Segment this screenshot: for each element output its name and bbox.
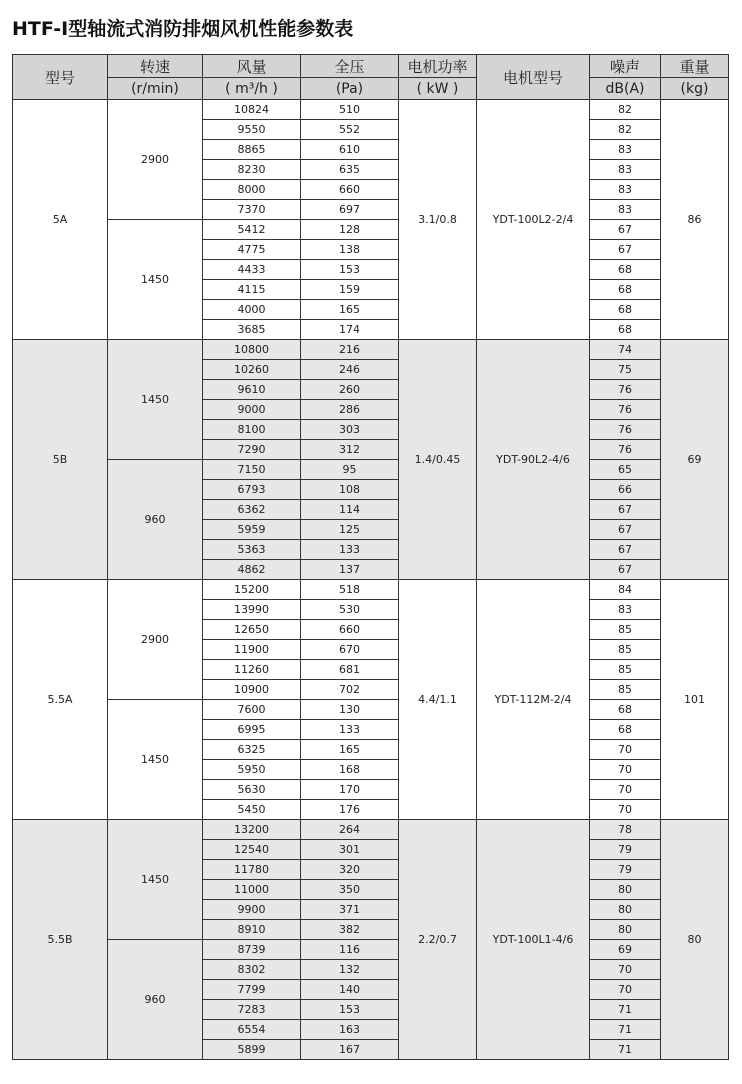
table-row	[13, 100, 729, 120]
noise-cell: 85	[590, 680, 661, 700]
model-block	[13, 340, 729, 580]
airflow-cell: 8000	[203, 180, 301, 200]
noise-cell: 80	[590, 920, 661, 940]
noise-cell: 71	[590, 1000, 661, 1020]
noise-cell: 70	[590, 800, 661, 820]
noise-cell: 83	[590, 140, 661, 160]
pressure-cell: 170	[301, 780, 399, 800]
airflow-cell: 6554	[203, 1020, 301, 1040]
speed-cell: 960	[108, 460, 203, 580]
weight-cell: 69	[661, 340, 729, 580]
noise-cell: 67	[590, 220, 661, 240]
pressure-cell: 510	[301, 100, 399, 120]
pressure-cell: 165	[301, 740, 399, 760]
airflow-cell: 15200	[203, 580, 301, 600]
pressure-cell: 530	[301, 600, 399, 620]
motor-cell: YDT-100L2-2/4	[477, 100, 590, 340]
noise-cell: 71	[590, 1020, 661, 1040]
pressure-cell: 153	[301, 260, 399, 280]
airflow-cell: 7799	[203, 980, 301, 1000]
pressure-cell: 174	[301, 320, 399, 340]
pressure-cell: 133	[301, 720, 399, 740]
noise-cell: 85	[590, 620, 661, 640]
airflow-cell: 7150	[203, 460, 301, 480]
header-pressure-unit: (Pa)	[301, 78, 399, 100]
pressure-cell: 176	[301, 800, 399, 820]
pressure-cell: 264	[301, 820, 399, 840]
noise-cell: 68	[590, 320, 661, 340]
performance-table	[12, 54, 729, 1060]
pressure-cell: 153	[301, 1000, 399, 1020]
airflow-cell: 6793	[203, 480, 301, 500]
pressure-cell: 128	[301, 220, 399, 240]
pressure-cell: 660	[301, 180, 399, 200]
pressure-cell: 518	[301, 580, 399, 600]
airflow-cell: 8100	[203, 420, 301, 440]
pressure-cell: 320	[301, 860, 399, 880]
speed-cell: 2900	[108, 580, 203, 700]
airflow-cell: 6362	[203, 500, 301, 520]
model-cell: 5A	[13, 100, 108, 340]
header-airflow: 风量	[203, 55, 301, 78]
motor-cell: YDT-90L2-4/6	[477, 340, 590, 580]
table-row	[13, 940, 729, 960]
pressure-cell: 635	[301, 160, 399, 180]
header-weight-unit: (kg)	[661, 78, 729, 100]
noise-cell: 83	[590, 180, 661, 200]
header-speed-unit: (r/min)	[108, 78, 203, 100]
pressure-cell: 108	[301, 480, 399, 500]
model-cell: 5.5A	[13, 580, 108, 820]
airflow-cell: 4000	[203, 300, 301, 320]
header-speed: 转速	[108, 55, 203, 78]
pressure-cell: 140	[301, 980, 399, 1000]
header-power: 电机功率	[399, 55, 477, 78]
airflow-cell: 5959	[203, 520, 301, 540]
noise-cell: 67	[590, 540, 661, 560]
airflow-cell: 12540	[203, 840, 301, 860]
pressure-cell: 552	[301, 120, 399, 140]
airflow-cell: 8230	[203, 160, 301, 180]
noise-cell: 70	[590, 780, 661, 800]
airflow-cell: 8302	[203, 960, 301, 980]
pressure-cell: 382	[301, 920, 399, 940]
airflow-cell: 5363	[203, 540, 301, 560]
pressure-cell: 610	[301, 140, 399, 160]
pressure-cell: 167	[301, 1040, 399, 1060]
noise-cell: 67	[590, 560, 661, 580]
table-row	[13, 340, 729, 360]
airflow-cell: 9550	[203, 120, 301, 140]
noise-cell: 65	[590, 460, 661, 480]
table-row	[13, 220, 729, 240]
model-cell: 5.5B	[13, 820, 108, 1060]
pressure-cell: 159	[301, 280, 399, 300]
weight-cell: 80	[661, 820, 729, 1060]
noise-cell: 68	[590, 260, 661, 280]
airflow-cell: 7283	[203, 1000, 301, 1020]
airflow-cell: 10824	[203, 100, 301, 120]
pressure-cell: 216	[301, 340, 399, 360]
noise-cell: 68	[590, 720, 661, 740]
noise-cell: 82	[590, 120, 661, 140]
noise-cell: 76	[590, 440, 661, 460]
noise-cell: 68	[590, 700, 661, 720]
header-model: 型号	[13, 55, 108, 100]
airflow-cell: 11900	[203, 640, 301, 660]
pressure-cell: 165	[301, 300, 399, 320]
pressure-cell: 246	[301, 360, 399, 380]
pressure-cell: 260	[301, 380, 399, 400]
noise-cell: 79	[590, 840, 661, 860]
airflow-cell: 3685	[203, 320, 301, 340]
pressure-cell: 660	[301, 620, 399, 640]
airflow-cell: 7370	[203, 200, 301, 220]
speed-cell: 1450	[108, 340, 203, 460]
airflow-cell: 10800	[203, 340, 301, 360]
pressure-cell: 133	[301, 540, 399, 560]
noise-cell: 74	[590, 340, 661, 360]
airflow-cell: 7290	[203, 440, 301, 460]
noise-cell: 67	[590, 240, 661, 260]
table-row	[13, 580, 729, 600]
noise-cell: 80	[590, 880, 661, 900]
pressure-cell: 95	[301, 460, 399, 480]
airflow-cell: 8865	[203, 140, 301, 160]
noise-cell: 66	[590, 480, 661, 500]
airflow-cell: 13200	[203, 820, 301, 840]
airflow-cell: 10900	[203, 680, 301, 700]
airflow-cell: 7600	[203, 700, 301, 720]
pressure-cell: 312	[301, 440, 399, 460]
pressure-cell: 301	[301, 840, 399, 860]
noise-cell: 76	[590, 380, 661, 400]
noise-cell: 83	[590, 160, 661, 180]
noise-cell: 70	[590, 960, 661, 980]
header-noise-unit: dB(A)	[590, 78, 661, 100]
table-row	[13, 460, 729, 480]
pressure-cell: 132	[301, 960, 399, 980]
pressure-cell: 125	[301, 520, 399, 540]
model-block	[13, 100, 729, 340]
noise-cell: 84	[590, 580, 661, 600]
pressure-cell: 163	[301, 1020, 399, 1040]
speed-cell: 1450	[108, 700, 203, 820]
speed-cell: 2900	[108, 100, 203, 220]
airflow-cell: 4433	[203, 260, 301, 280]
header-weight: 重量	[661, 55, 729, 78]
header-noise: 噪声	[590, 55, 661, 78]
noise-cell: 68	[590, 280, 661, 300]
noise-cell: 70	[590, 760, 661, 780]
power-cell: 4.4/1.1	[399, 580, 477, 820]
noise-cell: 85	[590, 660, 661, 680]
airflow-cell: 5950	[203, 760, 301, 780]
noise-cell: 85	[590, 640, 661, 660]
table-header	[13, 55, 729, 100]
weight-cell: 101	[661, 580, 729, 820]
noise-cell: 69	[590, 940, 661, 960]
noise-cell: 68	[590, 300, 661, 320]
header-pressure: 全压	[301, 55, 399, 78]
pressure-cell: 681	[301, 660, 399, 680]
pressure-cell: 702	[301, 680, 399, 700]
pressure-cell: 168	[301, 760, 399, 780]
noise-cell: 70	[590, 980, 661, 1000]
noise-cell: 78	[590, 820, 661, 840]
airflow-cell: 9900	[203, 900, 301, 920]
noise-cell: 70	[590, 740, 661, 760]
pressure-cell: 697	[301, 200, 399, 220]
page-title: HTF-I型轴流式消防排烟风机性能参数表	[12, 18, 354, 40]
header-power-unit: ( kW )	[399, 78, 477, 100]
airflow-cell: 4115	[203, 280, 301, 300]
airflow-cell: 5899	[203, 1040, 301, 1060]
airflow-cell: 10260	[203, 360, 301, 380]
airflow-cell: 13990	[203, 600, 301, 620]
power-cell: 2.2/0.7	[399, 820, 477, 1060]
airflow-cell: 11000	[203, 880, 301, 900]
airflow-cell: 6995	[203, 720, 301, 740]
power-cell: 3.1/0.8	[399, 100, 477, 340]
header-airflow-unit: ( m³/h )	[203, 78, 301, 100]
airflow-cell: 11780	[203, 860, 301, 880]
pressure-cell: 137	[301, 560, 399, 580]
noise-cell: 83	[590, 200, 661, 220]
airflow-cell: 9000	[203, 400, 301, 420]
airflow-cell: 8910	[203, 920, 301, 940]
motor-cell: YDT-112M-2/4	[477, 580, 590, 820]
speed-cell: 1450	[108, 820, 203, 940]
airflow-cell: 11260	[203, 660, 301, 680]
noise-cell: 75	[590, 360, 661, 380]
table-row	[13, 700, 729, 720]
noise-cell: 76	[590, 400, 661, 420]
weight-cell: 86	[661, 100, 729, 340]
noise-cell: 80	[590, 900, 661, 920]
airflow-cell: 4775	[203, 240, 301, 260]
pressure-cell: 371	[301, 900, 399, 920]
airflow-cell: 5412	[203, 220, 301, 240]
speed-cell: 960	[108, 940, 203, 1060]
header-motor: 电机型号	[477, 55, 590, 100]
pressure-cell: 138	[301, 240, 399, 260]
model-block	[13, 580, 729, 820]
airflow-cell: 6325	[203, 740, 301, 760]
model-cell: 5B	[13, 340, 108, 580]
airflow-cell: 5630	[203, 780, 301, 800]
pressure-cell: 114	[301, 500, 399, 520]
airflow-cell: 9610	[203, 380, 301, 400]
noise-cell: 76	[590, 420, 661, 440]
airflow-cell: 8739	[203, 940, 301, 960]
motor-cell: YDT-100L1-4/6	[477, 820, 590, 1060]
pressure-cell: 670	[301, 640, 399, 660]
pressure-cell: 350	[301, 880, 399, 900]
noise-cell: 67	[590, 500, 661, 520]
pressure-cell: 286	[301, 400, 399, 420]
noise-cell: 67	[590, 520, 661, 540]
pressure-cell: 116	[301, 940, 399, 960]
pressure-cell: 130	[301, 700, 399, 720]
pressure-cell: 303	[301, 420, 399, 440]
airflow-cell: 4862	[203, 560, 301, 580]
power-cell: 1.4/0.45	[399, 340, 477, 580]
speed-cell: 1450	[108, 220, 203, 340]
model-block	[13, 820, 729, 1060]
table-row	[13, 820, 729, 840]
noise-cell: 79	[590, 860, 661, 880]
noise-cell: 83	[590, 600, 661, 620]
airflow-cell: 12650	[203, 620, 301, 640]
noise-cell: 82	[590, 100, 661, 120]
airflow-cell: 5450	[203, 800, 301, 820]
noise-cell: 71	[590, 1040, 661, 1060]
